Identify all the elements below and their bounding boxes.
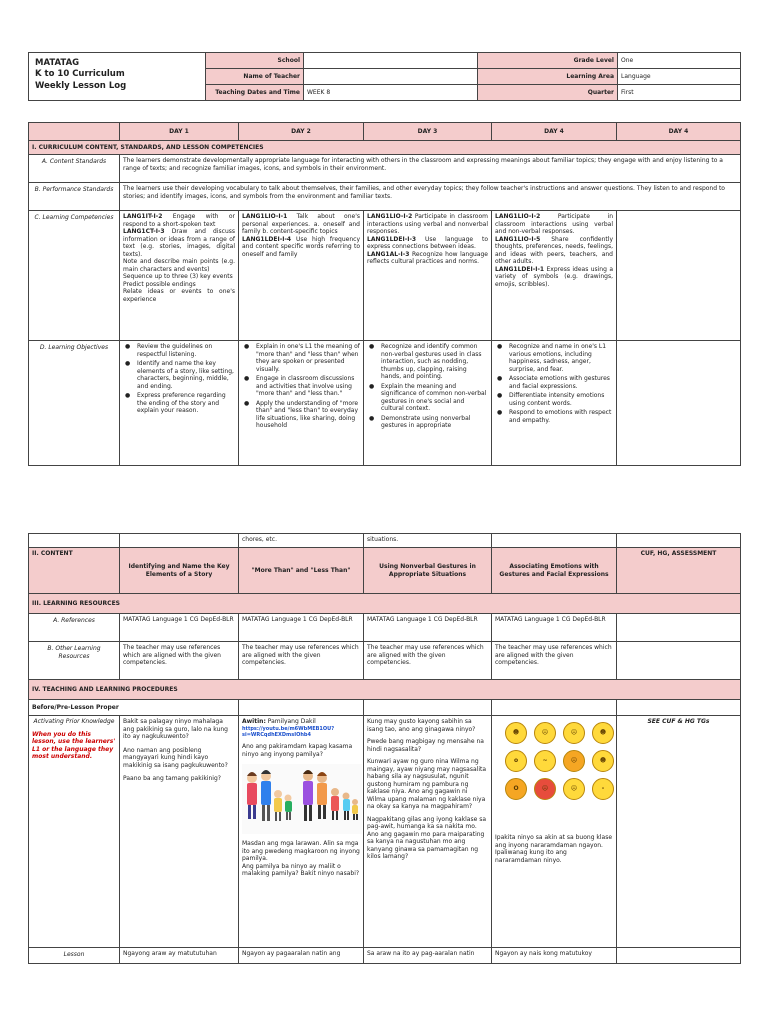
gesture-question: Kung may gusto kayong sabihin sa isang tao, ano ang ginagawa ninyo? [367, 718, 476, 733]
title-line-3: Weekly Lesson Log [35, 80, 127, 91]
gesture-question: Pwede bang magbigay ng mensahe na hindi nagsasalita? [367, 738, 484, 753]
grade-level-label: Grade Level [478, 53, 618, 69]
family-drawing [242, 764, 362, 834]
gesture-scenario: Nagpakitang gilas ang iyong kaklase sa pag-awit, humanga ka sa nakita mo. Ano ang gagawin mo para maiparating sa kanya na nagustuhan mo ang kanyang ginawa sa pamamagitan ng kilos lamang? [367, 815, 486, 860]
competency-item: LANG1LIO-I-2 Participate in classroom interactions using verbal and nonverbal responses. [367, 213, 488, 235]
header-table [28, 52, 741, 101]
objective-item: ● Recognize and identify common non-verbal gestures used in class interaction, such as nodding, thumbs up, clapping, raising hands, and pointing. [369, 343, 488, 381]
other-resources-day-3: The teacher may use references which are aligned with the given competencies. [364, 642, 492, 680]
title-line-2: K to 10 Curriculum [35, 69, 125, 80]
objectives-day-3 [364, 341, 492, 466]
corner-cell [29, 123, 120, 141]
prior-question: Bakit sa palagay ninyo mahalaga ang pakikinig sa guro, lalo na kung ito ay nagkukuwento? [123, 718, 228, 740]
song-line: Awitin: Pamilyang Dakil [242, 718, 316, 725]
continued-day-3: situations. [364, 534, 492, 548]
section-4-heading: IV. TEACHING AND LEARNING PROCEDURES [29, 680, 741, 700]
title-line-1: MATATAG [35, 58, 80, 68]
competency-item: LANG1CT-I-3 Draw and discuss information or ideas from a range of text (e.g. stories, images, digital texts). [123, 228, 235, 258]
objective-item: ● Differentiate intensity emotions using content words. [497, 392, 613, 407]
dates-label: Teaching Dates and Time [206, 85, 304, 101]
objectives-day-1 [120, 341, 239, 466]
lesson-table-page-1 [28, 122, 741, 466]
prior-day-1 [120, 716, 239, 948]
competencies-day-4 [492, 211, 617, 341]
objective-item: ● Recognize and name in one's L1 various emotions, including happiness, sadness, anger, surprise, and fear. [497, 343, 613, 373]
prior-knowledge-label: Activating Prior Knowledge [33, 718, 115, 725]
objective-item: ● Respond to emotions with respect and empathy. [497, 409, 613, 424]
continued-day-2: chores, etc. [239, 534, 364, 548]
competency-item: Predict possible endings [123, 280, 196, 288]
l1-language-note: When you do this lesson, use the learners' L1 or the language they most understand. [32, 730, 116, 760]
learning-area-value: Language [618, 69, 741, 85]
prior-question: Ano naman ang posibleng mangyayari kung hindi kayo makikinig sa isang pagkukuwento? [123, 746, 228, 769]
day-5-header: DAY 4 [617, 123, 741, 141]
content-day-4: Associating Emotions with Gestures and Facial Expressions [492, 548, 617, 594]
competency-item: LANG1LIO-I-5 Share confidently thoughts, preferences, needs, feelings, and ideas with peers, teachers, and other adults. [495, 235, 613, 265]
lesson-day-2: Ngayon ay pagaaralan natin ang [239, 948, 364, 964]
content-day-1: Identifying and Name the Key Elements of a Story [120, 548, 239, 594]
day-3-header: DAY 3 [364, 123, 492, 141]
content-standards-label: A. Content Standards [29, 155, 120, 183]
competencies-day-2 [239, 211, 364, 341]
school-value [304, 53, 478, 69]
day-4-header: DAY 4 [492, 123, 617, 141]
teacher-label: Name of Teacher [206, 69, 304, 85]
objectives-label: D. Learning Objectives [29, 341, 120, 466]
prior-knowledge-label-cell [29, 716, 120, 948]
prior-day-2 [239, 716, 364, 948]
competency-item: LANG1IT-I-2 Engage with or respond to a short-spoken text [123, 213, 235, 228]
other-resources-day-4: The teacher may use references which are aligned with the given competencies. [492, 642, 617, 680]
family-question: Ano ang pakiramdam kapag kasama ninyo ang inyong pamilya? [242, 743, 353, 758]
school-label: School [206, 53, 304, 69]
emotion-instruction: Ipakita ninyo sa akin at sa buong klase ang inyong nararamdaman ngayon. Ipaliwanag kung ito ang nararamdaman ninyo. [495, 834, 613, 864]
lesson-day-1: Ngayong araw ay matututuhan [120, 948, 239, 964]
objective-item: ● Demonstrate using nonverbal gestures in appropriate [369, 415, 488, 430]
objective-item: ● Associate emotions with gestures and facial expressions. [497, 375, 613, 390]
references-day-3: MATATAG Language 1 CG DepEd-BLR [364, 614, 492, 642]
objective-item: ● Express preference regarding the ending of the story and explain your reason. [125, 392, 235, 415]
quarter-value: First [618, 85, 741, 101]
lesson-day-4: Ngayon ay nais kong matutukoy [492, 948, 617, 964]
lesson-label: Lesson [29, 948, 120, 964]
competency-item: LANG1LIO-I-2 Participate in classroom interactions using verbal and non-verbal responses. [495, 213, 613, 235]
objective-item: ● Apply the understanding of "more than" and "less than" to everyday life situations, like sharing, doing household [244, 400, 360, 430]
references-day-4: MATATAG Language 1 CG DepEd-BLR [492, 614, 617, 642]
competency-item: LANG1LIO-I-1 Talk about one's personal experiences. a. oneself and family b. content-specific topics [242, 213, 360, 235]
competencies-day-3 [364, 211, 492, 341]
other-resources-label: B. Other Learning Resources [29, 642, 120, 680]
log-title [29, 53, 206, 101]
objective-item: ● Explain in one's L1 the meaning of "more than" and "less than" when they are spoken or presented visually. [244, 343, 360, 373]
day-1-header: DAY 1 [120, 123, 239, 141]
objective-item: ● Explain the meaning and significance of common non-verbal gestures in one's social and cultural context. [369, 383, 488, 413]
competency-item: LANG1LDEI-I-3 Use language to express connections between ideas. [367, 235, 488, 250]
references-day-1: MATATAG Language 1 CG DepEd-BLR [120, 614, 239, 642]
references-label: A. References [29, 614, 120, 642]
section-3-heading: III. LEARNING RESOURCES [29, 594, 741, 614]
family-illustration [242, 764, 362, 834]
competency-item: LANG1AL-I-3 Recognize how language reflects cultural practices and norms. [367, 250, 488, 265]
sleepy-face-icon: - [592, 778, 614, 800]
prior-day-5: SEE CUF & HG TGs [617, 716, 741, 948]
shocked-face-icon: O [505, 778, 527, 800]
other-resources-day-1: The teacher may use references which are aligned with the given competencies. [120, 642, 239, 680]
lesson-table-page-2 [28, 533, 741, 964]
objectives-day-5 [617, 341, 741, 466]
family-question: Ang pamilya ba ninyo ay maliit o malaking pamilya? Bakit ninyo nasabi? [242, 862, 360, 877]
content-standards-text: The learners demonstrate developmentally appropriate language for interacting with others in the classroom and expressing meanings about familiar topics; they engage with and enjoy listening to a range of texts; and recognize familiar images, icons, and symbols in their environment. [120, 155, 741, 183]
content-day-5: CUF, HG, ASSESSMENT [617, 548, 741, 594]
competency-item: Sequence up to three (3) key events [123, 273, 233, 280]
objective-item: ● Review the guidelines on respectful listening. [125, 343, 235, 358]
other-resources-day-2: The teacher may use references which are aligned with the given competencies. [239, 642, 364, 680]
before-lesson-heading: Before/Pre-Lesson Proper [29, 700, 239, 716]
objectives-day-4 [492, 341, 617, 466]
furious-face-icon: ☹ [534, 778, 556, 800]
family-question: Masdan ang mga larawan. Alin sa mga ito ang pwedeng magkaroon ng inyong pamilya. [242, 840, 360, 862]
objective-item: ● Engage in classroom discussions and activities that involve using "more than" and "less than." [244, 375, 360, 398]
gesture-scenario: Kunwari ayaw ng guro nina Wilma ng maingay, ayaw niyang may nagsasalita habang sila ay nagsusulat, ngunit gustong humiram ng pambura ng kaklase niya. Ano ang gagawin ni Wilma upang malaman ng kaklase niya na okay sa kanya na magpahiram? [367, 758, 487, 810]
neutral-face-icon: ☻ [592, 722, 614, 744]
prior-day-4 [492, 716, 617, 948]
angry-face-icon: ☹ [563, 750, 585, 772]
objective-item: ● Identify and name the key elements of a story, like setting, characters, beginning, middle, and ending. [125, 360, 235, 390]
lesson-day-3: Sa araw na ito ay pag-aaralan natin [364, 948, 492, 964]
prior-day-3 [364, 716, 492, 948]
section-1-heading: I. CURRICULUM CONTENT, STANDARDS, AND LESSON COMPETENCIES [29, 141, 741, 155]
competency-item: Relate ideas or events to one's experience [123, 288, 235, 303]
emotion-faces-grid [505, 722, 613, 800]
competencies-label: C. Learning Competencies [29, 211, 120, 341]
day-2-header: DAY 2 [239, 123, 364, 141]
prior-question: Paano ba ang tamang pakikinig? [123, 775, 221, 782]
competency-item: Note and describe main points (e.g. main characters and events) [123, 258, 235, 273]
references-day-2: MATATAG Language 1 CG DepEd-BLR [239, 614, 364, 642]
content-day-3: Using Nonverbal Gestures in Appropriate Situations [364, 548, 492, 594]
content-day-2: "More Than" and "Less Than" [239, 548, 364, 594]
objectives-day-2 [239, 341, 364, 466]
competency-item: LANG1LDEI-I-1 Express ideas using a variety of symbols (e.g. drawings, emojis, scribbles). [495, 265, 613, 288]
worried-face-icon: ☹ [563, 722, 585, 744]
surprised-face-icon: o [505, 750, 527, 772]
dates-value: WEEK 8 [304, 85, 478, 101]
grade-level-value: One [618, 53, 741, 69]
confused-face-icon: ~ [534, 750, 556, 772]
song-video-link[interactable]: https://youtu.be/m6WbMEB1OU? si=WRCqdhEXDmsIOhb4 [242, 725, 335, 738]
competencies-day-5 [617, 211, 741, 341]
crying-face-icon: ☹ [563, 778, 585, 800]
competency-item: LANG1LDEI-I-4 Use high frequency and content specific words referring to oneself and family [242, 235, 360, 258]
teacher-value [304, 69, 478, 85]
performance-standards-label: B. Performance Standards [29, 183, 120, 211]
learning-area-label: Learning Area [478, 69, 618, 85]
content-label: II. CONTENT [29, 548, 120, 594]
quarter-label: Quarter [478, 85, 618, 101]
competencies-day-1 [120, 211, 239, 341]
sad-face-icon: ☹ [534, 722, 556, 744]
happy-face-icon: ☻ [505, 722, 527, 744]
performance-standards-text: The learners use their developing vocabulary to talk about themselves, their families, and other everyday topics; they follow teacher's instructions and answer questions. They listen to and respond to stories; and identify images, icons, and symbols from the environment and familiar texts. [120, 183, 741, 211]
laughing-face-icon: ☻ [592, 750, 614, 772]
